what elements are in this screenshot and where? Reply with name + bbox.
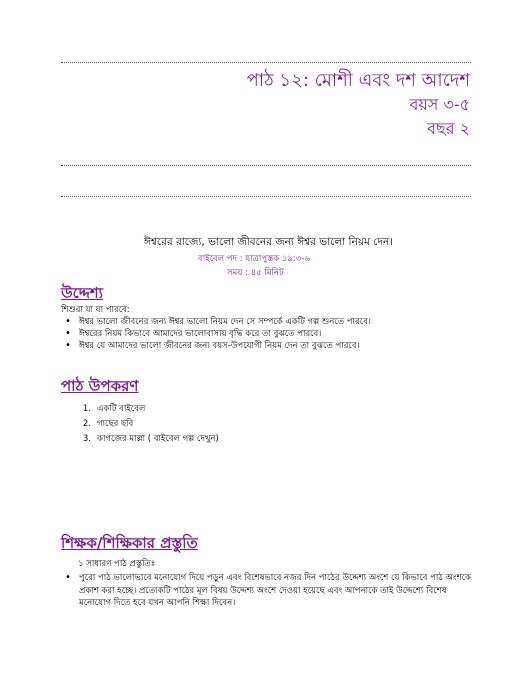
teacher-prep-lead: ১ সাধারণ পাঠ প্রস্তুতিঃ xyxy=(78,559,156,569)
objectives-list xyxy=(61,316,371,352)
teacher-prep-list xyxy=(61,572,473,610)
list-item: • ঈশ্বর যে আমাদের ভালো জীবনের জন্য বয়স-উপযোগী নিয়ম দেন তা বুঝতে পারবে। xyxy=(61,340,371,352)
list-item: • ঈশ্বর ভালো জীবনের জন্য ঈশ্বর ভালো নিয়ম দেন সে সম্পর্কে একটি গল্প শুনতে পারবে। xyxy=(61,316,371,328)
objectives-lead: শিশুরা যা যা পারবে: xyxy=(61,305,130,315)
item-text: একটি বাইবেল xyxy=(97,404,146,414)
header-divider-2 xyxy=(61,196,471,197)
lesson-tagline: ঈশ্বরের রাজ্যে, ভালো জীবনের জন্য ঈশ্বর ভালো নিয়ম দেন। xyxy=(144,236,393,248)
list-item xyxy=(61,432,219,447)
item-number: 1. xyxy=(82,404,91,414)
top-divider xyxy=(61,62,471,63)
list-item xyxy=(61,402,219,417)
lesson-title: পাঠ ১২: মোশী এবং দশ আদেশ xyxy=(246,70,470,91)
item-number: 2. xyxy=(82,419,91,429)
list-item xyxy=(61,417,219,432)
item-text: গাছের ছবি xyxy=(97,419,134,429)
age-range: বয়স ৩-৫ xyxy=(409,95,470,114)
item-number: 3. xyxy=(82,434,91,444)
teacher-prep-heading: শিক্ষক/শিক্ষিকার প্রস্তুতি xyxy=(61,534,198,552)
list-item: • পুরো পাঠ ভালোভাবে মনোযোগ দিয়ে পড়ুন এবং বিশেষভাবে নজর দিন পাঠের উদ্দেশ্য অংশে যে কিভাবে পাঠ অংশকে প্রকাশ করা হচ্ছে। প্রত্যেকটি পাঠের মূল বিষয় উদ্দেশ্য অংশে দেওয়া হয়েছে এবং আপনাকে তাই উদ্দেশ্যে বিশেষ মনোযোগ দিতে হবে যখন আপনি শিক্ষা দিবেন। xyxy=(61,572,473,610)
header-divider-1 xyxy=(61,165,471,166)
list-item: • ঈশ্বরের নিয়ম কিভাবে আমাদের ভালোবাসায় বৃদ্ধি করে তা বুঝতে পারবে। xyxy=(61,328,371,340)
lesson-time: সময় : ৪৫ মিনিট xyxy=(227,268,284,278)
objectives-heading: উদ্দেশ্য xyxy=(61,284,104,302)
materials-heading: পাঠ উপকরণ xyxy=(61,377,139,395)
bible-verse: বাইবেল পদ : যাত্রাপুস্তক ১৯:৩-৬ xyxy=(198,254,310,264)
materials-list xyxy=(61,402,219,447)
year-label: বছর ২ xyxy=(427,119,470,138)
item-text: কাগজের মাল্লা ( বাইবেল গল্প দেখুন) xyxy=(97,434,219,444)
